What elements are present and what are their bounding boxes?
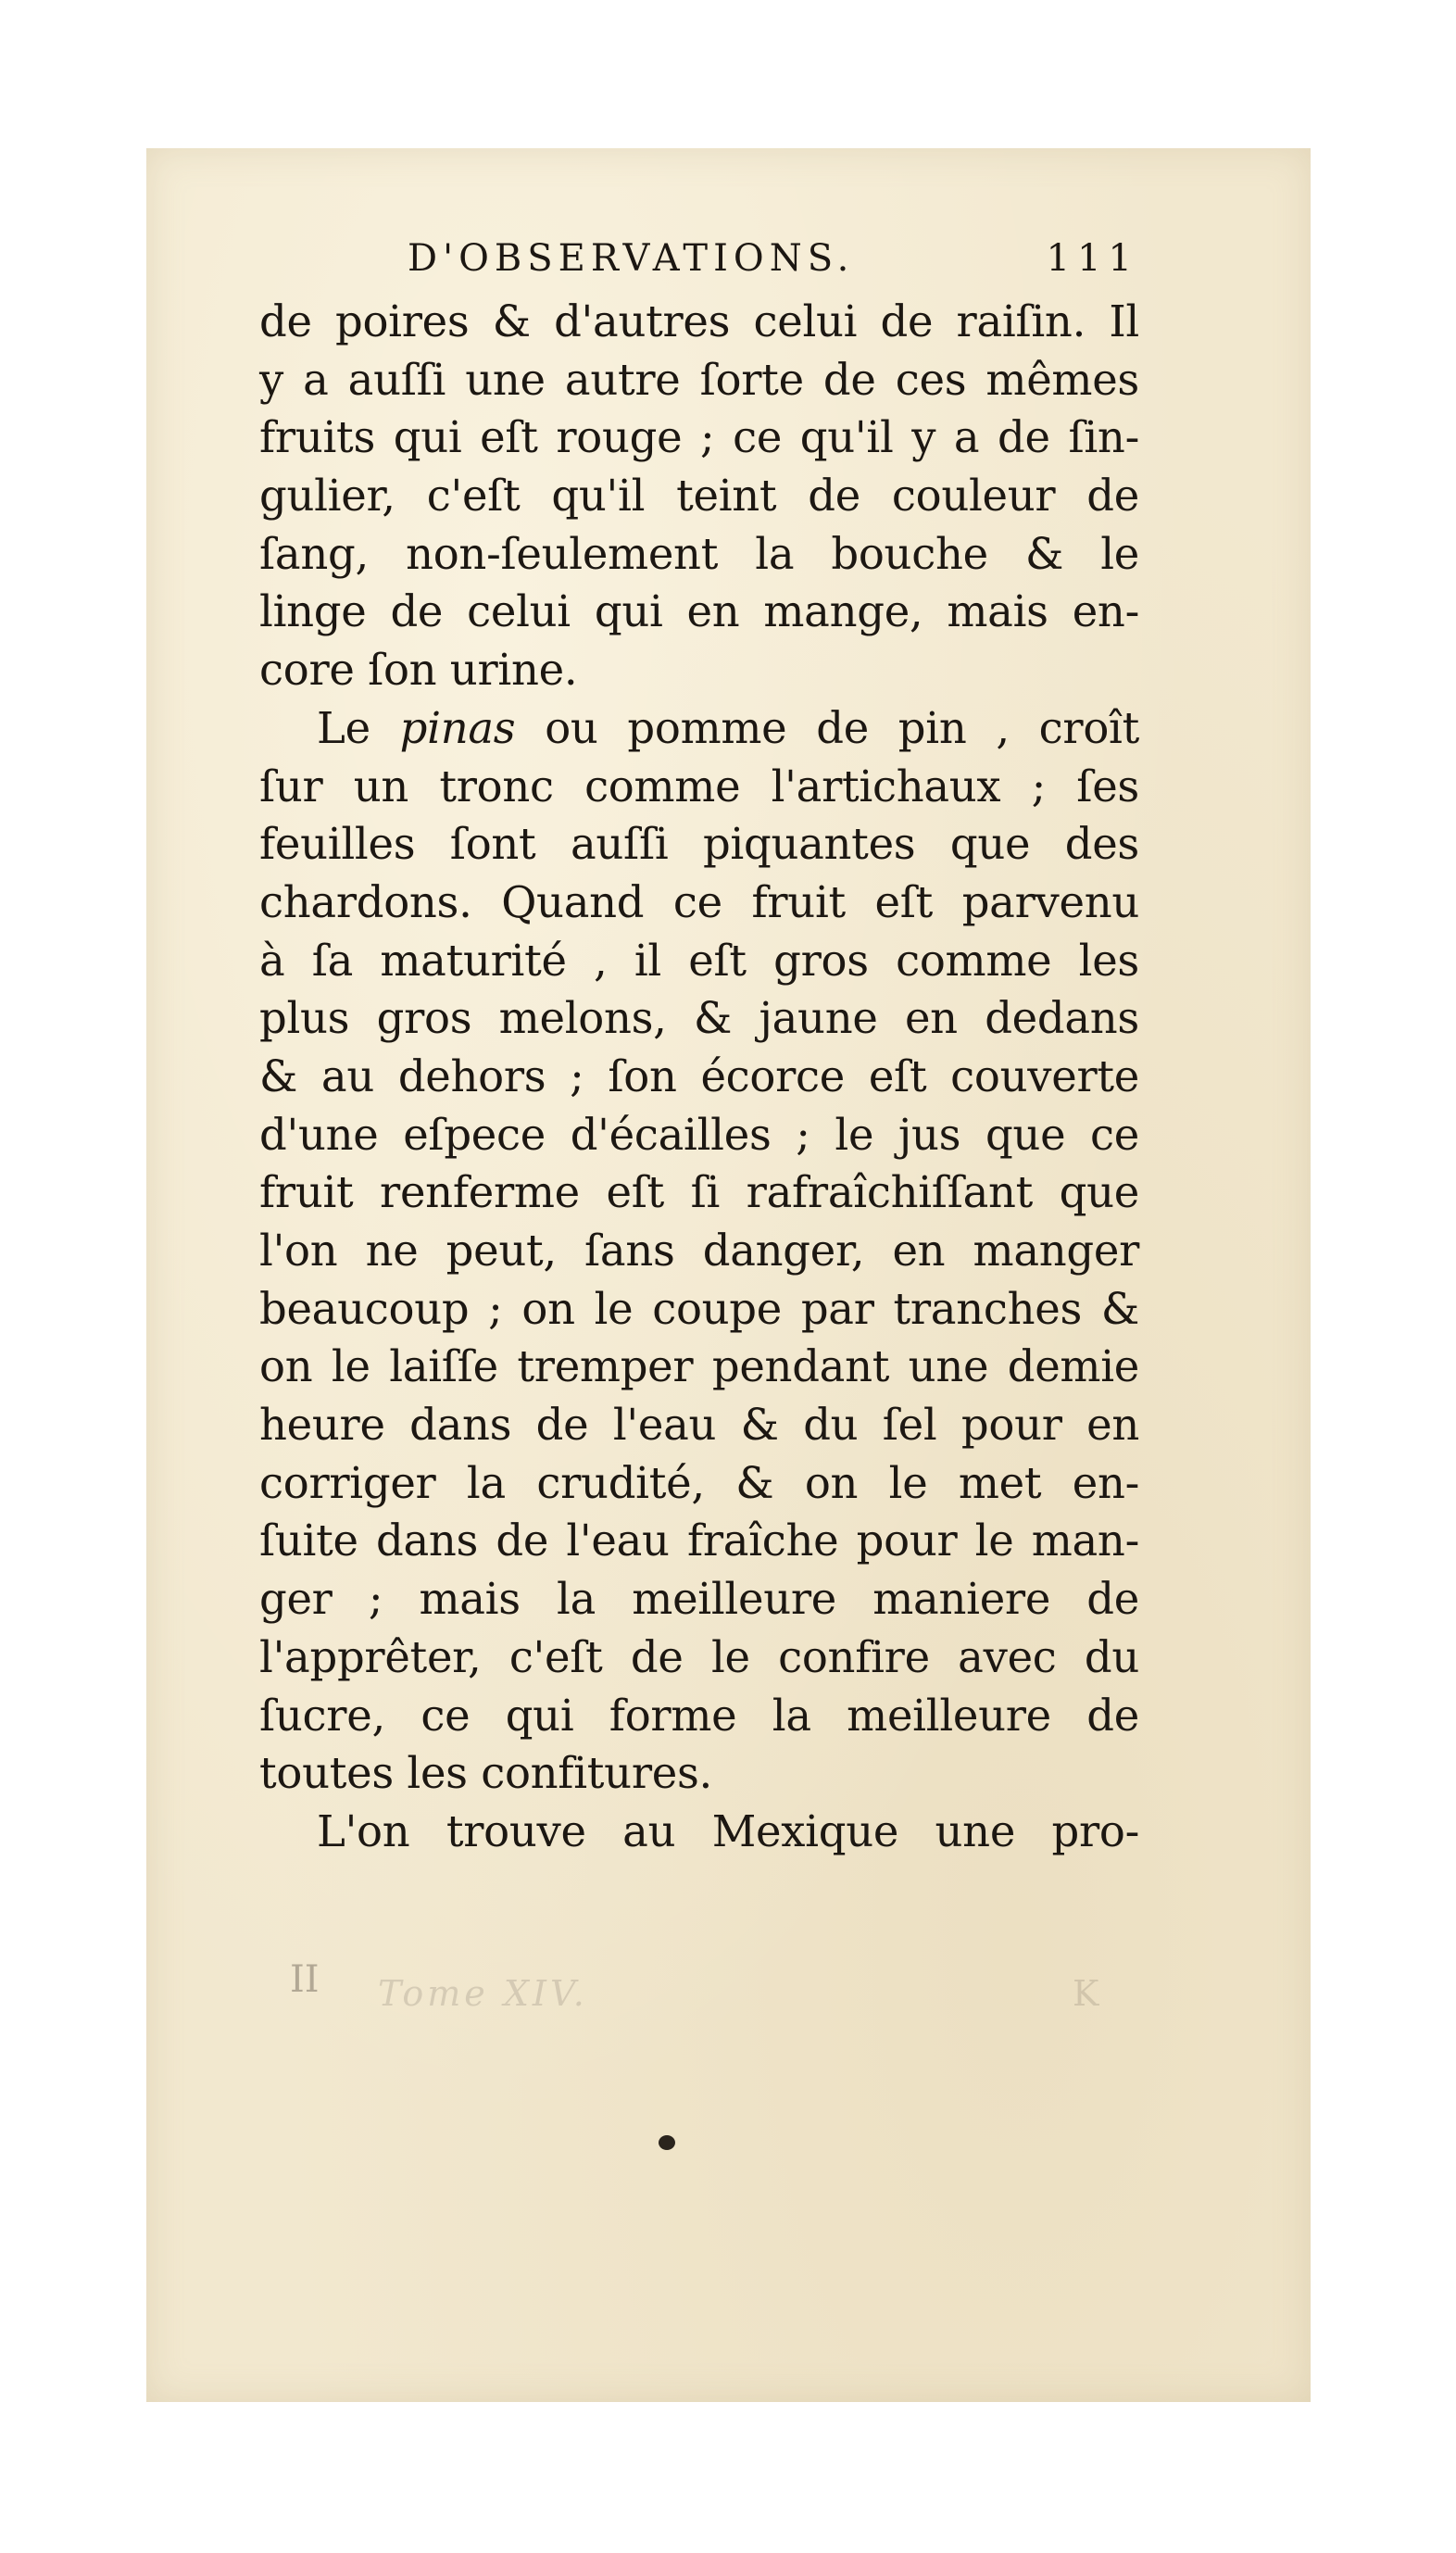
text-line: ger ; mais la meilleure maniere de [259, 1574, 1139, 1625]
text-line: ſuite dans de l'eau fraîche pour le man- [259, 1515, 1139, 1566]
text-line: on le laiſſe tremper pendant une demie [259, 1341, 1139, 1392]
text-line: de poires & d'autres celui de raiſin. Il [259, 296, 1139, 346]
text-line: plus gros melons, & jaune en dedans [259, 993, 1139, 1044]
text-line: L'on trouve au Mexique une pro- [317, 1805, 1139, 1856]
lead-line-rest: ou pomme de pin , croît [545, 702, 1139, 753]
text-line: fruit renferme eſt ſi rafraîchiſſant que [259, 1167, 1139, 1218]
ink-dot-ornament [659, 2135, 675, 2150]
text-line: d'une eſpece d'écailles ; le jus que ce [259, 1109, 1139, 1160]
running-head-title: D'OBSERVATIONS. [408, 237, 855, 280]
text-line: chardons. Quand ce fruit eſt parvenu [259, 876, 1139, 927]
italic-term: pinas [399, 702, 516, 753]
text-line: feuilles ſont auſſi piquantes que des [259, 819, 1139, 870]
show-through-text: Tome XIV. [378, 1973, 588, 2014]
page-number: 111 [1046, 237, 1139, 280]
text-line: beaucoup ; on le coupe par tranches & [259, 1283, 1139, 1334]
text-line: core ſon urine. [259, 645, 578, 696]
text-line: linge de celui qui en mange, mais en- [259, 586, 1139, 637]
text-line: l'on ne peut, ſans danger, en manger [259, 1226, 1139, 1276]
show-through-text: K [1073, 1973, 1099, 2014]
text-line: heure dans de l'eau & du ſel pour en [259, 1400, 1139, 1451]
text-line: gulier, c'eſt qu'il teint de couleur de [259, 471, 1139, 522]
text-line: à ſa maturité , il eſt gros comme les [259, 935, 1139, 986]
lead-word: Le [317, 702, 370, 753]
text-line: ſur un tronc comme l'artichaux ; ſes [259, 761, 1139, 811]
text-line: l'apprêter, c'eſt de le confire avec du [259, 1631, 1139, 1682]
text-line: y a auſſi une autre ſorte de ces mêmes [259, 354, 1139, 405]
page-text [259, 237, 1139, 1861]
text-line: & au dehors ; ſon écorce eſt couverte [259, 1050, 1139, 1101]
text-line: corriger la crudité, & on le met en- [259, 1457, 1139, 1508]
running-head [259, 237, 1139, 293]
text-line: toutes les confitures. [259, 1748, 713, 1799]
text-line: ſang, non-ſeulement la bouche & le [259, 528, 1139, 579]
signature-mark: II [290, 1958, 320, 2001]
text-line: ſucre, ce qui forme la meilleure de [259, 1690, 1139, 1741]
text-line: fruits qui eſt rouge ; ce qu'il y a de ſin- [259, 412, 1139, 463]
paragraph-lead-line [259, 699, 1139, 758]
book-page [146, 148, 1311, 2402]
